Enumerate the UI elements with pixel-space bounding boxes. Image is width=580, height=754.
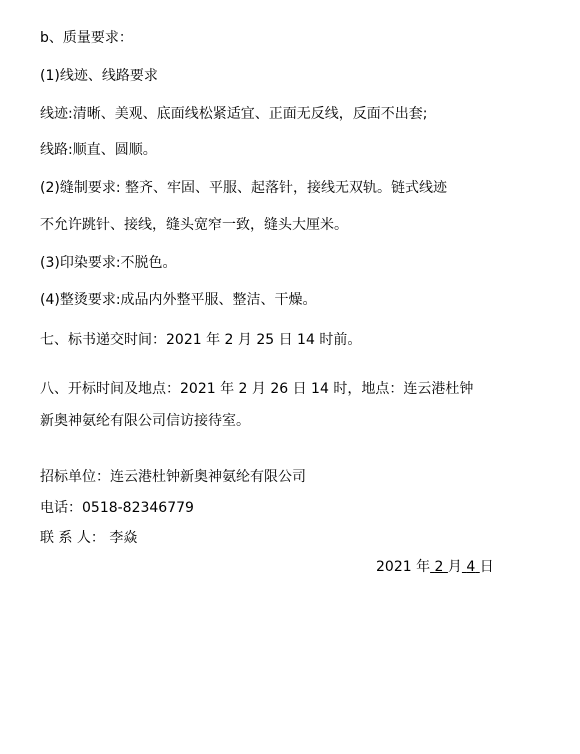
- printing-requirements-text: (3)印染要求:不脱色。: [40, 255, 177, 271]
- bid-submission-deadline: 七、标书递交时间：2021 年 2 月 25 日 14 时前。: [40, 332, 362, 348]
- bid-opening-line-2: 新奥神氨纶有限公司信访接待室。: [40, 413, 250, 429]
- date-year: 2021 年: [376, 559, 431, 575]
- date-month-unit: 月: [447, 559, 462, 575]
- contact-phone: 电话：0518-82346779: [40, 500, 194, 516]
- quality-heading: b、质量要求：: [40, 30, 133, 46]
- sewing-requirements-line-1: (2)缝制要求: 整齐、牢固、平服、起落针，接线无双轨。链式线迹: [40, 180, 447, 196]
- route-requirements-text: 线路:顺直、圆顺。: [40, 142, 157, 158]
- bid-opening-line-1: 八、开标时间及地点：2021 年 2 月 26 日 14 时，地点：连云港杜钟: [40, 381, 474, 397]
- tendering-unit: 招标单位：连云港杜钟新奥神氨纶有限公司: [40, 469, 306, 485]
- stitch-requirements-text: 线迹:清晰、美观、底面线松紧适宜、正面无反线，反面不出套;: [40, 106, 428, 122]
- sewing-requirements-line-2: 不允许跳针、接线，缝头宽窄一致，缝头大厘米。: [40, 217, 348, 233]
- ironing-requirements-text: (4)整烫要求:成品内外整平服、整洁、干燥。: [40, 292, 317, 308]
- date-day-unit: 日: [479, 559, 494, 575]
- date-month: 2: [434, 559, 444, 575]
- contact-person: 联 系 人： 李焱: [40, 530, 138, 546]
- stitch-requirements-heading: (1)线迹、线路要求: [40, 68, 158, 84]
- signature-date: [376, 557, 494, 577]
- date-day: 4: [466, 559, 476, 575]
